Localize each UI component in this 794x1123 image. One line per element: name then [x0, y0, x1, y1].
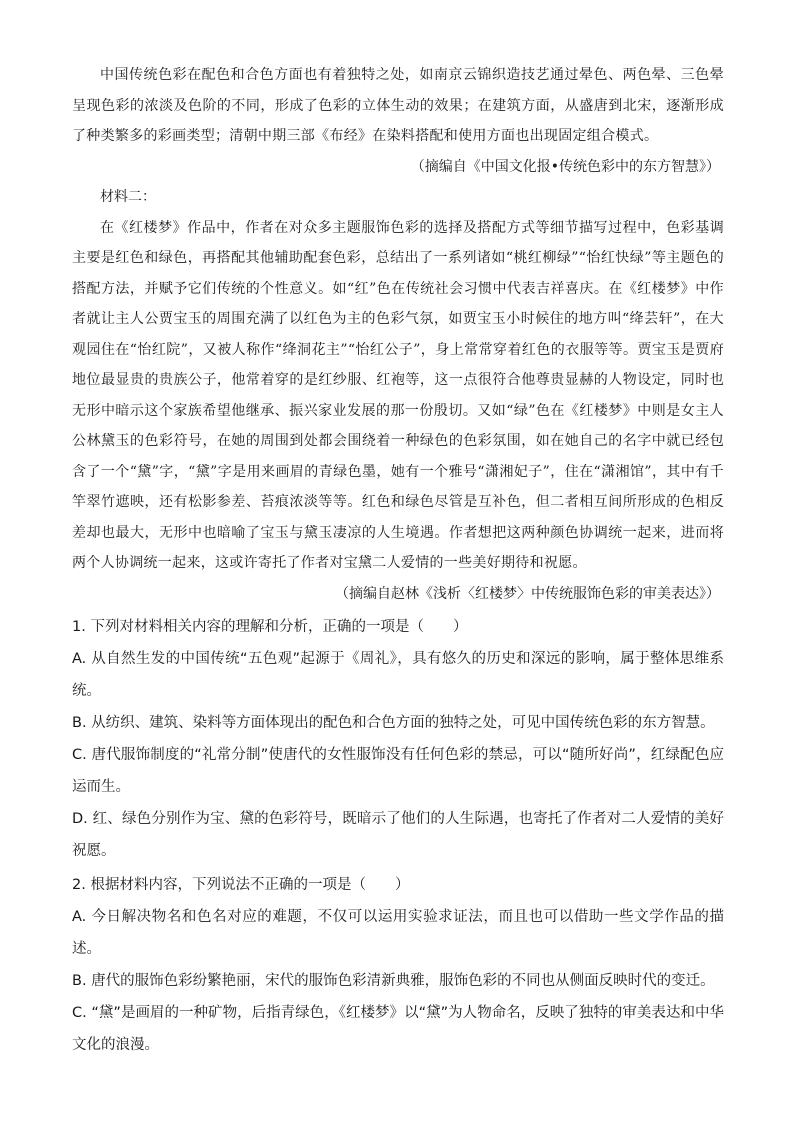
material-one-source: （摘编自《中国文化报•传统色彩中的东方智慧》）	[410, 158, 720, 175]
question-one-option-c[interactable]: C. 唐代服饰制度的“礼常分制”使唐代的女性服饰没有任何色彩的禁忌，可以“随所好尚”，红绿配色应运而生。	[72, 747, 724, 795]
material-two-paragraph: 在《红楼梦》作品中，作者在对众多主题服饰色彩的选择及搭配方式等细节描写过程中，色彩基调主要是红色和绿色，再搭配其他辅助配套色彩，总结出了一系列诸如“桃红柳绿”“怡红快绿”等主题色的搭配方法，并赋予它们传统的个性意义。如“红”色在传统社会习惯中代表吉祥喜庆。在《红楼梦》中作者就让主人公贾宝玉的周围充满了以红色为主的色彩气氛，如贾宝玉小时候住的地方叫“绛芸轩”，在大观园住在“怡红院”，又被人称作“绛洞花主”“怡红公子”，身上常常穿着红色的衣服等等。贾宝玉是贾府地位最显贵的贵族公子，他常着穿的是红纱服、红袍等，这一点很符合他尊贵显赫的人物设定，同时也无形中暗示这个家族希望他继承、振兴家业发展的那一份殷切。又如“绿”色在《红楼梦》中则是女主人公林黛玉的色彩符号，在她的周围到处都会围绕着一种绿色的色彩氛围，如在她自己的名字中就已经包含了一个“黛”字，“黛”字是用来画眉的青绿色墨，她有一个雅号“潇湘妃子”，住在“潇湘馆”，其中有千竿翠竹遮映，还有松影参差、苔痕浓淡等等。红色和绿色尽管是互补色，但二者相互间所形成的色相反差却也最大，无形中也暗喻了宝玉与黛玉凄凉的人生境遇。作者想把这两种颜色协调统一起来，进而将两个人协调统一起来，这或许寄托了作者对宝黛二人爱情的一些美好期待和祝愿。	[72, 219, 724, 571]
document-page	[72, 60, 724, 1061]
material-one-paragraph: 中国传统色彩在配色和合色方面也有着独特之处，如南京云锦织造技艺通过晕色、两色晕、三色晕呈现色彩的浓淡及色阶的不同，形成了色彩的立体生动的效果；在建筑方面，从盛唐到北宋，逐渐形成了种类繁多的彩画类型；清朝中期三部《布经》在染料搭配和使用方面也出现固定组合模式。	[72, 67, 724, 144]
material-two-section	[72, 213, 724, 579]
question-two-option-b[interactable]: B. 唐代的服饰色彩纷繁艳丽，宋代的服饰色彩清新典雅，服饰色彩的不同也从侧面反映时代的变迁。	[72, 973, 715, 989]
question-two-stem: 2. 根据材料内容，下列说法不正确的一项是（ ）	[72, 877, 410, 893]
question-one-option-b[interactable]: B. 从纺织、建筑、染料等方面体现出的配色和合色方面的独特之处，可见中国传统色彩的东方智慧。	[72, 715, 715, 731]
question-two-option-c[interactable]: C. “黛”是画眉的一种矿物，后指青绿色，《红楼梦》以“黛”为人物命名，反映了独特的审美表达和中华文化的浪漫。	[72, 1005, 724, 1053]
question-one	[72, 611, 724, 867]
material-two-source: （摘编自赵林《浅析〈红楼梦〉中传统服饰色彩的审美表达》）	[335, 585, 720, 602]
question-two	[72, 869, 724, 1061]
material-two-label: 材料二：	[100, 189, 156, 205]
material-one-section	[72, 60, 724, 152]
question-two-option-a[interactable]: A. 今日解决物名和色名对应的难题，不仅可以运用实验求证法，而且也可以借助一些文学作品的描述。	[72, 909, 724, 957]
question-one-stem: 1. 下列对材料相关内容的理解和分析，正确的一项是（ ）	[72, 619, 468, 635]
question-one-option-d[interactable]: D. 红、绿色分别作为宝、黛的色彩符号，既暗示了他们的人生际遇，也寄托了作者对二人爱情的美好祝愿。	[72, 811, 724, 859]
question-one-option-a[interactable]: A. 从自然生发的中国传统“五色观”起源于《周礼》，具有悠久的历史和深远的影响，属于整体思维系统。	[72, 651, 724, 699]
